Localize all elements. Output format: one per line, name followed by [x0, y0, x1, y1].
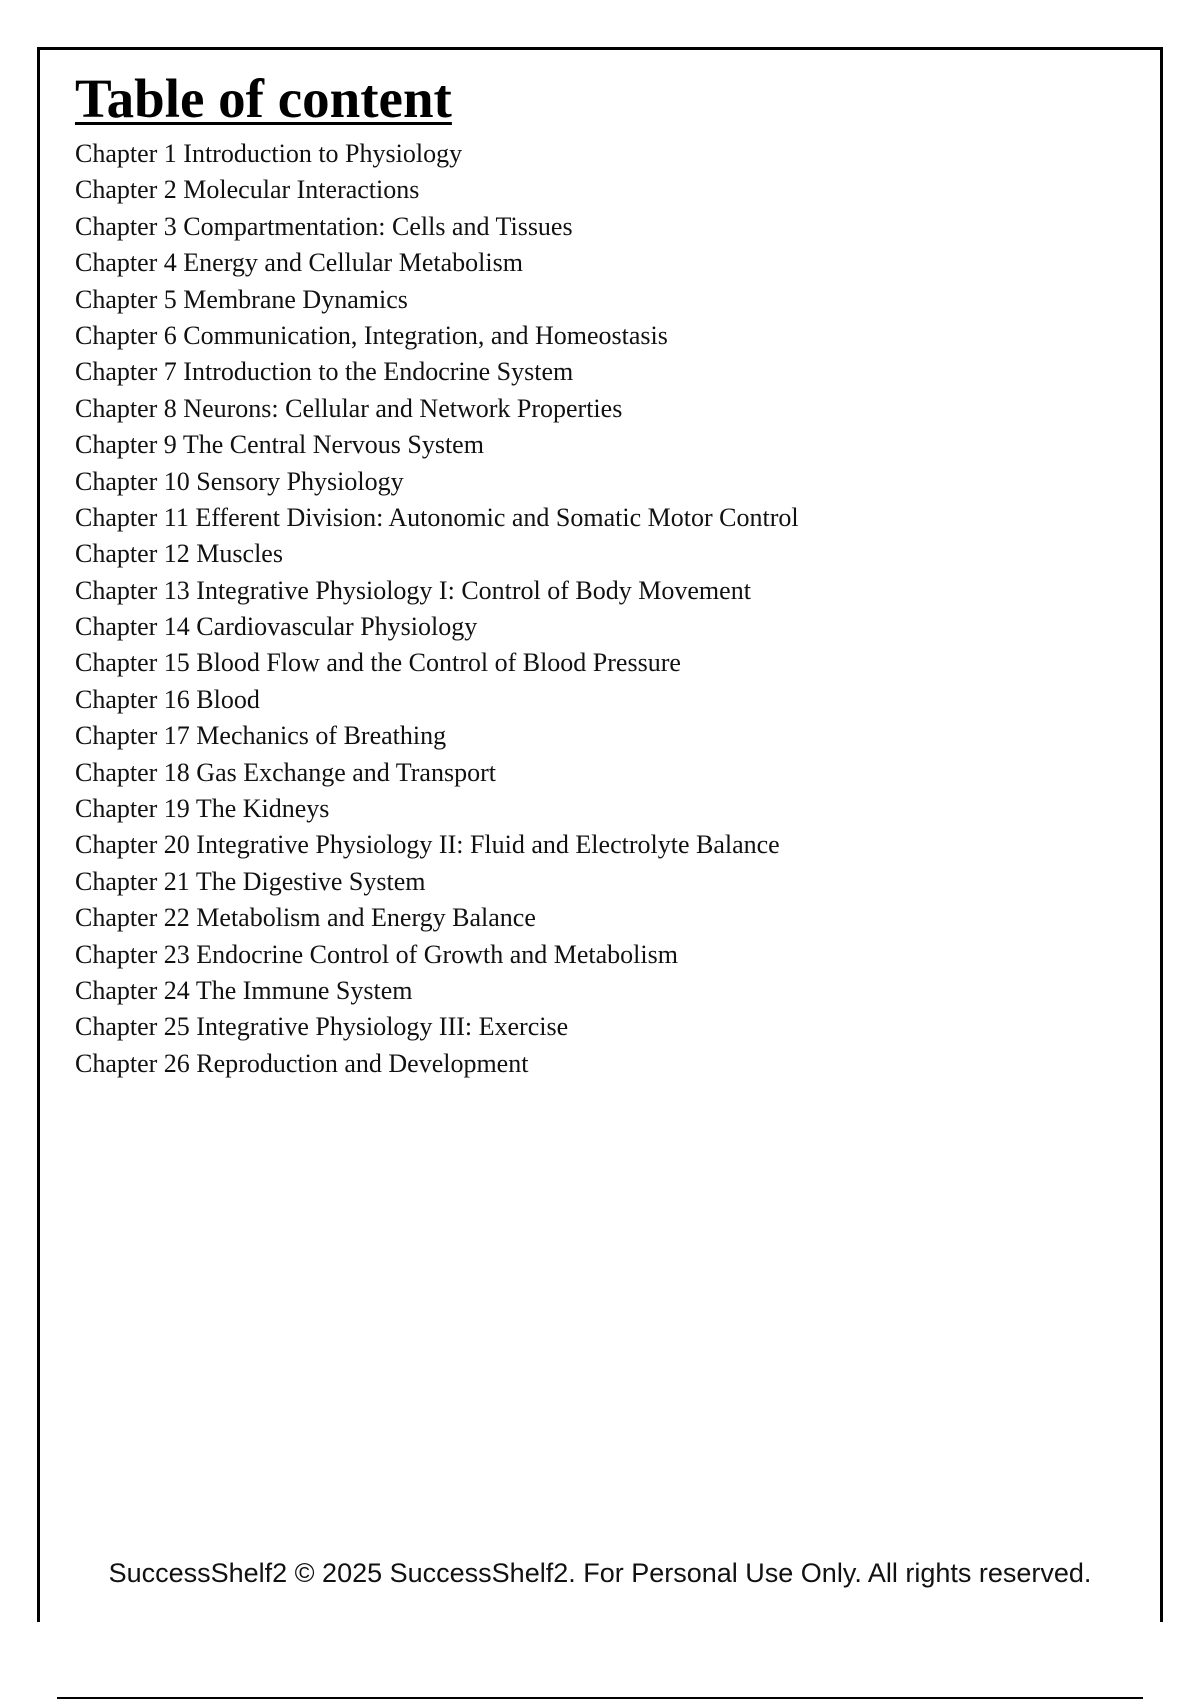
toc-chapter-16: Chapter 16 Blood [75, 684, 260, 714]
toc-chapter-10: Chapter 10 Sensory Physiology [75, 466, 404, 496]
toc-chapter-5: Chapter 5 Membrane Dynamics [75, 284, 408, 314]
toc-chapter-25: Chapter 25 Integrative Physiology III: Exercise [75, 1012, 569, 1042]
toc-chapter-1: Chapter 1 Introduction to Physiology [75, 139, 463, 168]
toc-chapter-14: Chapter 14 Cardiovascular Physiology [75, 612, 478, 642]
toc-chapter-23: Chapter 23 Endocrine Control of Growth and Metabolism [75, 939, 678, 969]
toc-chapter-4: Chapter 4 Energy and Cellular Metabolism [75, 248, 523, 278]
toc-chapter-12: Chapter 12 Muscles [75, 539, 283, 569]
toc-chapter-6: Chapter 6 Communication, Integration, and Homeostasis [75, 320, 668, 350]
toc-chapter-8: Chapter 8 Neurons: Cellular and Network Properties [75, 393, 623, 423]
toc-chapter-15: Chapter 15 Blood Flow and the Control of Blood Pressure [75, 648, 681, 678]
toc-chapter-11: Chapter 11 Efferent Division: Autonomic and Somatic Motor Control [75, 502, 799, 532]
toc-chapter-19: Chapter 19 The Kidneys [75, 794, 330, 824]
toc-chapter-20: Chapter 20 Integrative Physiology II: Fluid and Electrolyte Balance [75, 830, 780, 860]
toc-chapter-21: Chapter 21 The Digestive System [75, 866, 426, 896]
page-title: Table of content [75, 68, 452, 129]
toc-chapter-22: Chapter 22 Metabolism and Energy Balance [75, 903, 536, 933]
toc-chapter-24: Chapter 24 The Immune System [75, 975, 413, 1005]
toc-chapter-9: Chapter 9 The Central Nervous System [75, 430, 484, 460]
table-of-contents [75, 136, 799, 1082]
toc-chapter-3: Chapter 3 Compartmentation: Cells and Tissues [75, 211, 573, 241]
toc-chapter-13: Chapter 13 Integrative Physiology I: Control of Body Movement [75, 575, 751, 605]
bottom-divider [57, 1697, 1143, 1699]
copyright-footer: SuccessShelf2 © 2025 SuccessShelf2. For Personal Use Only. All rights reserved. [108, 1558, 1092, 1588]
toc-chapter-18: Chapter 18 Gas Exchange and Transport [75, 757, 496, 787]
toc-chapter-7: Chapter 7 Introduction to the Endocrine System [75, 357, 574, 387]
toc-chapter-17: Chapter 17 Mechanics of Breathing [75, 721, 447, 751]
toc-chapter-2: Chapter 2 Molecular Interactions [75, 175, 420, 205]
toc-chapter-26: Chapter 26 Reproduction and Development [75, 1048, 529, 1078]
